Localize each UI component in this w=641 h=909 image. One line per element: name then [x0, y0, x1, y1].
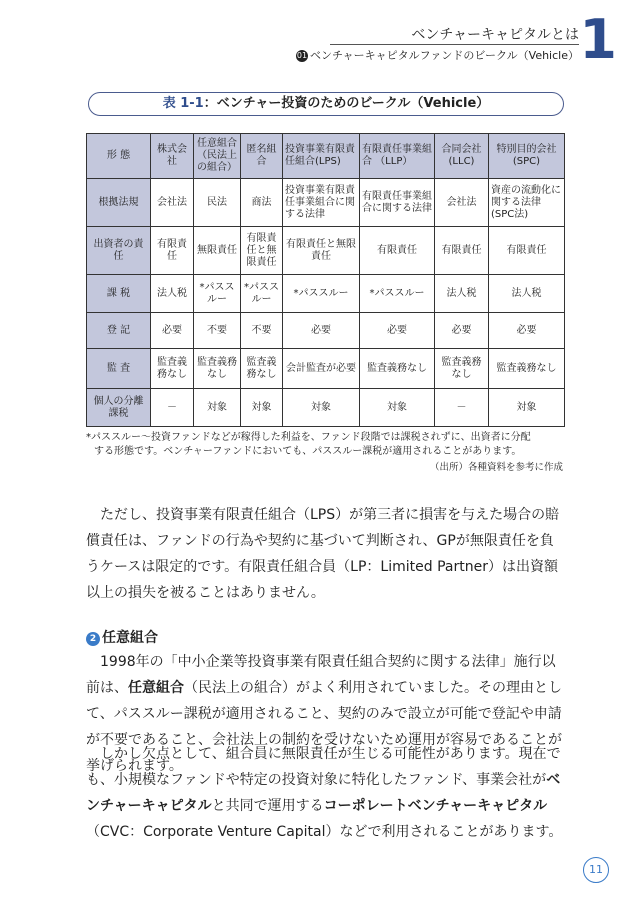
table-row	[87, 179, 565, 227]
table-cell: 法人税	[151, 275, 194, 313]
table-cell: 監査義務なし	[435, 349, 489, 389]
table-cell: 会社法	[151, 179, 194, 227]
table-header-row	[87, 134, 565, 179]
table-cell: *パススルー	[241, 275, 283, 313]
row-label: 個人の分離課税	[87, 389, 151, 427]
page-number: 11	[583, 857, 609, 883]
header-cell: 株式会社	[151, 134, 194, 179]
header-cell: 匿名組合	[241, 134, 283, 179]
row-label: 登 記	[87, 313, 151, 349]
table-cell: 投資事業有限責任事業組合に関する法律	[283, 179, 360, 227]
table-cell: 商法	[241, 179, 283, 227]
table-cell: 不要	[241, 313, 283, 349]
table-cell: 有限責任	[435, 227, 489, 275]
table-cell: －	[435, 389, 489, 427]
table-note	[86, 431, 566, 459]
paragraph-3-bold: コーポレートベンチャーキャピタル	[323, 798, 548, 814]
table-row	[87, 313, 565, 349]
table-cell: 必要	[283, 313, 360, 349]
paragraph-2-bold: 任意組合	[128, 680, 184, 696]
table-cell: 有限責任	[151, 227, 194, 275]
paragraph-2-text: （民法上の組合）がよく利用されていました。その理由として、パススルー課税が適用されること、契約のみで設立が可能で登記や申請が不要であること、会社法上の制約を受けないため運用が容易であることが挙げられます。	[86, 680, 562, 774]
paragraph-3-bold: ベンチャーキャピタル	[86, 772, 561, 814]
row-label: 出資者の責任	[87, 227, 151, 275]
header-cell: 特別目的会社(SPC)	[489, 134, 565, 179]
header-cell: 有限責任事業組合 （LLP）	[360, 134, 435, 179]
table-cell: 対象	[489, 389, 565, 427]
row-label: 根拠法規	[87, 179, 151, 227]
table-cell: 必要	[489, 313, 565, 349]
table-caption-number: 表 1-1	[162, 96, 204, 111]
table-cell: 対象	[241, 389, 283, 427]
vehicle-table	[86, 133, 565, 427]
table-cell: 必要	[151, 313, 194, 349]
table-cell: *パススルー	[360, 275, 435, 313]
table-row	[87, 389, 565, 427]
section-heading	[86, 627, 158, 647]
section-number-icon: 2	[86, 632, 100, 646]
section-number-badge: 01	[296, 51, 308, 60]
table-cell: 会計監査が必要	[283, 349, 360, 389]
paragraph-1: ただし、投資事業有限責任組合（LPS）が第三者に損害を与えた場合の賠償責任は、ファンドの行為や契約に基づいて判断され、GPが無限責任を負うケースは限定的です。有限責任組合員（LP：Limited Partner）は出資額以上の損失を被ることはありません。	[86, 507, 560, 601]
table-cell: －	[151, 389, 194, 427]
table-cell: 監査義務なし	[241, 349, 283, 389]
row-label: 課 税	[87, 275, 151, 313]
table-cell: 有限責任事業組合に関する法律	[360, 179, 435, 227]
table-cell: 監査義務なし	[489, 349, 565, 389]
table-cell: 必要	[435, 313, 489, 349]
table-cell: 無限責任	[194, 227, 241, 275]
table-note-line: *パススルー～投資ファンドなどが稼得した利益を、ファンド段階では課税されずに、出資者に分配	[86, 432, 531, 443]
table-cell: 資産の流動化に関する法律(SPC法)	[489, 179, 565, 227]
header-rule	[330, 44, 579, 45]
table-caption	[88, 92, 564, 116]
table-cell: *パススルー	[283, 275, 360, 313]
table-cell: *パススルー	[194, 275, 241, 313]
header-cell: 合同会社(LLC)	[435, 134, 489, 179]
paragraph-3-text: と共同で運用する	[211, 798, 324, 814]
table-row	[87, 227, 565, 275]
table-row	[87, 349, 565, 389]
table-caption-text: ：ベンチャー投資のためのビークル（Vehicle）	[203, 96, 490, 111]
table-cell: 不要	[194, 313, 241, 349]
paragraph-3-text: しかし欠点として、組合員に無限責任が生じる可能性があります。現在でも、小規模なファンドや特定の投資対象に特化したファンド、事業会社が	[86, 746, 561, 788]
table-cell: 監査義務なし	[151, 349, 194, 389]
header-cell: 任意組合（民法上の組合）	[194, 134, 241, 179]
paragraph-3-text: （CVC：Corporate Venture Capital）などで利用されることがあります。	[86, 824, 563, 840]
table-cell: 有限責任と無限責任	[283, 227, 360, 275]
table-cell: 有限責任と無限責任	[241, 227, 283, 275]
chapter-number: 1	[579, 8, 617, 71]
table-source: （出所）各種資料を参考に作成	[429, 462, 563, 473]
paragraph-2-text: 1998年の「中小企業等投資事業有限責任組合契約に関する法律」施行以前は、	[86, 654, 556, 696]
header-cell: 投資事業有限責任組合(LPS)	[283, 134, 360, 179]
table-cell: 有限責任	[360, 227, 435, 275]
table-row	[87, 275, 565, 313]
table-note-line: する形態です。ベンチャーファンドにおいても、パススルー課税が適用されることがあります。	[94, 446, 522, 457]
table-cell: 監査義務なし	[194, 349, 241, 389]
paragraph-3	[86, 741, 566, 845]
table-cell: 対象	[194, 389, 241, 427]
table-cell: 民法	[194, 179, 241, 227]
table-cell: 対象	[360, 389, 435, 427]
table-cell: 会社法	[435, 179, 489, 227]
row-label: 監 査	[87, 349, 151, 389]
table-cell: 法人税	[489, 275, 565, 313]
table-cell: 監査義務なし	[360, 349, 435, 389]
section-title: 任意組合	[102, 630, 158, 646]
table-cell: 法人税	[435, 275, 489, 313]
table-cell: 有限責任	[489, 227, 565, 275]
header-subtitle-text: ベンチャーキャピタルファンドのビークル（Vehicle）	[309, 49, 579, 62]
header-title: ベンチャーキャピタルとは	[411, 27, 579, 43]
header-cell: 形 態	[87, 134, 151, 179]
header-subtitle	[296, 47, 579, 63]
table-cell: 必要	[360, 313, 435, 349]
table-cell: 対象	[283, 389, 360, 427]
